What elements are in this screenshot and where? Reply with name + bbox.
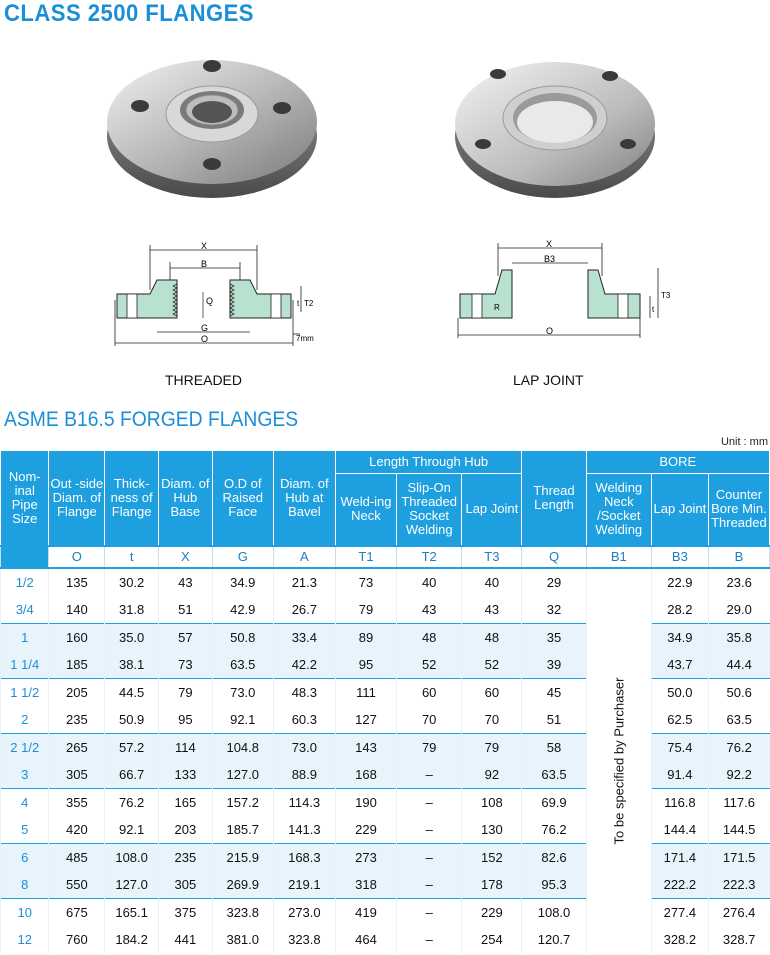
- table-cell: 171.5: [708, 843, 769, 871]
- table-cell: 70: [462, 706, 522, 734]
- table-cell: 323.8: [273, 926, 335, 953]
- table-row: [1, 898, 770, 926]
- pipe-size-cell: 12: [1, 926, 49, 953]
- table-cell: 140: [49, 596, 105, 624]
- table-cell: 43: [158, 568, 212, 596]
- table-cell: 34.9: [212, 568, 273, 596]
- specified-by-purchaser-note: To be specified by Purchaser: [611, 677, 627, 844]
- table-cell: 42.9: [212, 596, 273, 624]
- table-cell: 31.8: [105, 596, 159, 624]
- table-cell: –: [397, 761, 462, 789]
- table-cell: 75.4: [651, 733, 708, 761]
- dim-t2-label: T2: [304, 299, 314, 308]
- table-cell: 168: [335, 761, 396, 789]
- table-cell: 305: [49, 761, 105, 789]
- pipe-size-cell: 1/2: [1, 568, 49, 596]
- bore-b1-spec-cell: [586, 568, 651, 953]
- table-cell: –: [397, 843, 462, 871]
- table-row: [1, 706, 770, 734]
- table-cell: 48: [397, 623, 462, 651]
- dim-r-label: R: [494, 303, 500, 312]
- table-cell: 114.3: [273, 788, 335, 816]
- dim-o-label: O: [201, 334, 209, 344]
- symbol-cell: O: [49, 546, 105, 568]
- table-cell: 160: [49, 623, 105, 651]
- table-cell: 760: [49, 926, 105, 953]
- table-cell: 95.3: [522, 871, 586, 899]
- table-row: [1, 596, 770, 624]
- table-cell: 143: [335, 733, 396, 761]
- header-hub-base: Diam. of Hub Base: [158, 451, 212, 546]
- table-cell: 144.5: [708, 816, 769, 844]
- table-cell: 108.0: [105, 843, 159, 871]
- table-cell: 33.4: [273, 623, 335, 651]
- pipe-size-cell: 2: [1, 706, 49, 734]
- table-cell: 39: [522, 651, 586, 679]
- table-row: [1, 678, 770, 706]
- table-cell: 92: [462, 761, 522, 789]
- symbol-cell: T2: [397, 546, 462, 568]
- table-cell: 135: [49, 568, 105, 596]
- header-welding-neck: Weld-ing Neck: [335, 474, 396, 546]
- table-cell: 190: [335, 788, 396, 816]
- table-cell: 92.1: [212, 706, 273, 734]
- header-thread-length: Thread Length: [522, 451, 586, 546]
- dim-b-label: B: [201, 259, 208, 269]
- header-thickness: Thick-ness of Flange: [105, 451, 159, 546]
- table-cell: 35.8: [708, 623, 769, 651]
- table-cell: 73: [335, 568, 396, 596]
- table-cell: 35: [522, 623, 586, 651]
- unit-label: Unit : mm: [720, 436, 768, 448]
- table-cell: 277.4: [651, 898, 708, 926]
- symbol-cell: X: [158, 546, 212, 568]
- symbol-cell: t: [105, 546, 159, 568]
- symbol-cell: B: [708, 546, 769, 568]
- table-cell: 420: [49, 816, 105, 844]
- table-cell: 323.8: [212, 898, 273, 926]
- table-cell: 60: [462, 678, 522, 706]
- dim-g-label: G: [201, 323, 209, 333]
- header-bore: BORE: [586, 451, 769, 474]
- table-cell: 50.6: [708, 678, 769, 706]
- dim-q-label: Q: [206, 296, 214, 306]
- table-cell: 95: [158, 706, 212, 734]
- table-cell: 215.9: [212, 843, 273, 871]
- dim-7mm-label: 7mm: [296, 334, 314, 343]
- pipe-size-cell: 5: [1, 816, 49, 844]
- table-cell: –: [397, 898, 462, 926]
- table-cell: 52: [462, 651, 522, 679]
- table-cell: 185: [49, 651, 105, 679]
- table-cell: 171.4: [651, 843, 708, 871]
- table-cell: –: [397, 788, 462, 816]
- header-slip-on: Slip-On Threaded Socket Welding: [397, 474, 462, 546]
- table-cell: 45: [522, 678, 586, 706]
- table-cell: 328.2: [651, 926, 708, 953]
- table-cell: 44.5: [105, 678, 159, 706]
- header-counter-bore: Counter Bore Min. Threaded: [708, 474, 769, 546]
- table-cell: 42.2: [273, 651, 335, 679]
- dim-t-label: t: [297, 299, 300, 308]
- table-cell: 50.0: [651, 678, 708, 706]
- table-cell: 485: [49, 843, 105, 871]
- table-cell: 22.9: [651, 568, 708, 596]
- lap-joint-dimension-diagram: [450, 238, 675, 353]
- table-cell: 52: [397, 651, 462, 679]
- table-cell: 82.6: [522, 843, 586, 871]
- table-row: [1, 843, 770, 871]
- table-cell: 165.1: [105, 898, 159, 926]
- table-cell: 114: [158, 733, 212, 761]
- threaded-caption: THREADED: [165, 372, 243, 388]
- table-cell: 222.3: [708, 871, 769, 899]
- threaded-flange-photo: [100, 36, 325, 206]
- table-cell: 43.7: [651, 651, 708, 679]
- table-cell: 60: [397, 678, 462, 706]
- table-cell: 70: [397, 706, 462, 734]
- table-cell: 108: [462, 788, 522, 816]
- table-cell: 91.4: [651, 761, 708, 789]
- table-cell: 273.0: [273, 898, 335, 926]
- header-hub-bevel: Diam. of Hub at Bavel: [273, 451, 335, 546]
- table-cell: 50.9: [105, 706, 159, 734]
- table-cell: 222.2: [651, 871, 708, 899]
- pipe-size-cell: 3/4: [1, 596, 49, 624]
- dim-b3-label: B3: [544, 254, 556, 264]
- dim-t3-label: T3: [661, 291, 671, 300]
- table-cell: 127.0: [212, 761, 273, 789]
- table-cell: 675: [49, 898, 105, 926]
- table-cell: 43: [462, 596, 522, 624]
- header-raised-face: O.D of Raised Face: [212, 451, 273, 546]
- table-cell: 127: [335, 706, 396, 734]
- table-cell: 95: [335, 651, 396, 679]
- table-cell: 57.2: [105, 733, 159, 761]
- table-cell: 40: [397, 568, 462, 596]
- table-cell: 63.5: [212, 651, 273, 679]
- table-cell: 92.1: [105, 816, 159, 844]
- header-lap-joint: Lap Joint: [462, 474, 522, 546]
- table-cell: 144.4: [651, 816, 708, 844]
- table-cell: 76.2: [105, 788, 159, 816]
- pipe-size-cell: 2 1/2: [1, 733, 49, 761]
- table-cell: 57: [158, 623, 212, 651]
- table-cell: 104.8: [212, 733, 273, 761]
- table-cell: 141.3: [273, 816, 335, 844]
- table-cell: 133: [158, 761, 212, 789]
- table-cell: 48.3: [273, 678, 335, 706]
- table-cell: 48: [462, 623, 522, 651]
- symbol-cell: A: [273, 546, 335, 568]
- table-cell: 79: [397, 733, 462, 761]
- table-cell: 219.1: [273, 871, 335, 899]
- pipe-size-cell: 4: [1, 788, 49, 816]
- table-cell: 111: [335, 678, 396, 706]
- threaded-dimension-diagram: [105, 240, 330, 355]
- header-bore-lap-joint: Lap Joint: [651, 474, 708, 546]
- table-cell: 28.2: [651, 596, 708, 624]
- header-nps: Nom-inal Pipe Size: [1, 451, 49, 546]
- table-cell: 464: [335, 926, 396, 953]
- table-cell: 21.3: [273, 568, 335, 596]
- symbol-cell: Q: [522, 546, 586, 568]
- table-cell: 44.4: [708, 651, 769, 679]
- table-row: [1, 623, 770, 651]
- pipe-size-cell: 8: [1, 871, 49, 899]
- symbol-cell: T1: [335, 546, 396, 568]
- table-cell: 157.2: [212, 788, 273, 816]
- table-cell: 120.7: [522, 926, 586, 953]
- lap-joint-flange-photo: [450, 44, 660, 204]
- dim-o-label: O: [546, 326, 554, 336]
- table-cell: 38.1: [105, 651, 159, 679]
- table-row: [1, 568, 770, 596]
- table-cell: 30.2: [105, 568, 159, 596]
- flange-dimension-table: [0, 451, 770, 953]
- section-title: ASME B16.5 FORGED FLANGES: [4, 408, 299, 431]
- table-cell: 51: [522, 706, 586, 734]
- table-cell: 69.9: [522, 788, 586, 816]
- table-cell: 34.9: [651, 623, 708, 651]
- table-cell: –: [397, 926, 462, 953]
- table-cell: 165: [158, 788, 212, 816]
- table-cell: 51: [158, 596, 212, 624]
- table-cell: 185.7: [212, 816, 273, 844]
- table-cell: 76.2: [708, 733, 769, 761]
- table-cell: 79: [158, 678, 212, 706]
- table-cell: 29.0: [708, 596, 769, 624]
- table-cell: 58: [522, 733, 586, 761]
- table-cell: 184.2: [105, 926, 159, 953]
- table-cell: 108.0: [522, 898, 586, 926]
- table-cell: 203: [158, 816, 212, 844]
- table-cell: 76.2: [522, 816, 586, 844]
- table-cell: 441: [158, 926, 212, 953]
- table-cell: 276.4: [708, 898, 769, 926]
- header-bore-welding-neck: Welding Neck /Socket Welding: [586, 474, 651, 546]
- table-cell: 60.3: [273, 706, 335, 734]
- table-cell: 265: [49, 733, 105, 761]
- table-cell: 381.0: [212, 926, 273, 953]
- table-cell: 205: [49, 678, 105, 706]
- table-cell: 229: [335, 816, 396, 844]
- pipe-size-cell: 6: [1, 843, 49, 871]
- table-cell: 40: [462, 568, 522, 596]
- table-cell: 117.6: [708, 788, 769, 816]
- table-cell: 152: [462, 843, 522, 871]
- table-cell: 92.2: [708, 761, 769, 789]
- table-row: [1, 761, 770, 789]
- pipe-size-cell: 10: [1, 898, 49, 926]
- lap-joint-caption: LAP JOINT: [513, 372, 584, 388]
- table-cell: 79: [462, 733, 522, 761]
- table-cell: 63.5: [708, 706, 769, 734]
- table-cell: 73.0: [212, 678, 273, 706]
- table-cell: 79: [335, 596, 396, 624]
- table-row: [1, 733, 770, 761]
- table-cell: 269.9: [212, 871, 273, 899]
- table-cell: 328.7: [708, 926, 769, 953]
- symbol-cell: B1: [586, 546, 651, 568]
- header-length-through-hub: Length Through Hub: [335, 451, 521, 474]
- pipe-size-cell: 3: [1, 761, 49, 789]
- table-cell: 318: [335, 871, 396, 899]
- table-cell: 35.0: [105, 623, 159, 651]
- symbol-blank: [1, 546, 49, 568]
- page-title: CLASS 2500 FLANGES: [4, 0, 254, 27]
- table-cell: 550: [49, 871, 105, 899]
- table-cell: 66.7: [105, 761, 159, 789]
- table-cell: 116.8: [651, 788, 708, 816]
- table-row: [1, 651, 770, 679]
- table-row: [1, 788, 770, 816]
- table-row: [1, 871, 770, 899]
- dim-x-label: X: [201, 241, 208, 251]
- pipe-size-cell: 1: [1, 623, 49, 651]
- table-cell: 235: [49, 706, 105, 734]
- table-cell: 127.0: [105, 871, 159, 899]
- table-cell: 130: [462, 816, 522, 844]
- table-cell: 63.5: [522, 761, 586, 789]
- table-cell: 50.8: [212, 623, 273, 651]
- table-cell: 73.0: [273, 733, 335, 761]
- table-cell: 305: [158, 871, 212, 899]
- table-row: [1, 816, 770, 844]
- table-cell: 29: [522, 568, 586, 596]
- header-outside-diam: Out -side Diam. of Flange: [49, 451, 105, 546]
- symbol-cell: G: [212, 546, 273, 568]
- symbol-cell: B3: [651, 546, 708, 568]
- table-cell: 26.7: [273, 596, 335, 624]
- table-cell: 235: [158, 843, 212, 871]
- table-cell: 73: [158, 651, 212, 679]
- table-cell: 88.9: [273, 761, 335, 789]
- table-cell: 229: [462, 898, 522, 926]
- pipe-size-cell: 1 1/2: [1, 678, 49, 706]
- table-cell: 62.5: [651, 706, 708, 734]
- table-cell: 254: [462, 926, 522, 953]
- table-cell: 89: [335, 623, 396, 651]
- dim-x-label: X: [546, 239, 553, 249]
- table-cell: 419: [335, 898, 396, 926]
- pipe-size-cell: 1 1/4: [1, 651, 49, 679]
- symbol-cell: T3: [462, 546, 522, 568]
- table-row: [1, 926, 770, 953]
- table-cell: 273: [335, 843, 396, 871]
- table-cell: 23.6: [708, 568, 769, 596]
- dim-t-label: t: [652, 305, 655, 314]
- table-cell: –: [397, 871, 462, 899]
- table-cell: 355: [49, 788, 105, 816]
- table-cell: 178: [462, 871, 522, 899]
- table-cell: 32: [522, 596, 586, 624]
- table-cell: –: [397, 816, 462, 844]
- table-cell: 168.3: [273, 843, 335, 871]
- table-cell: 375: [158, 898, 212, 926]
- table-cell: 43: [397, 596, 462, 624]
